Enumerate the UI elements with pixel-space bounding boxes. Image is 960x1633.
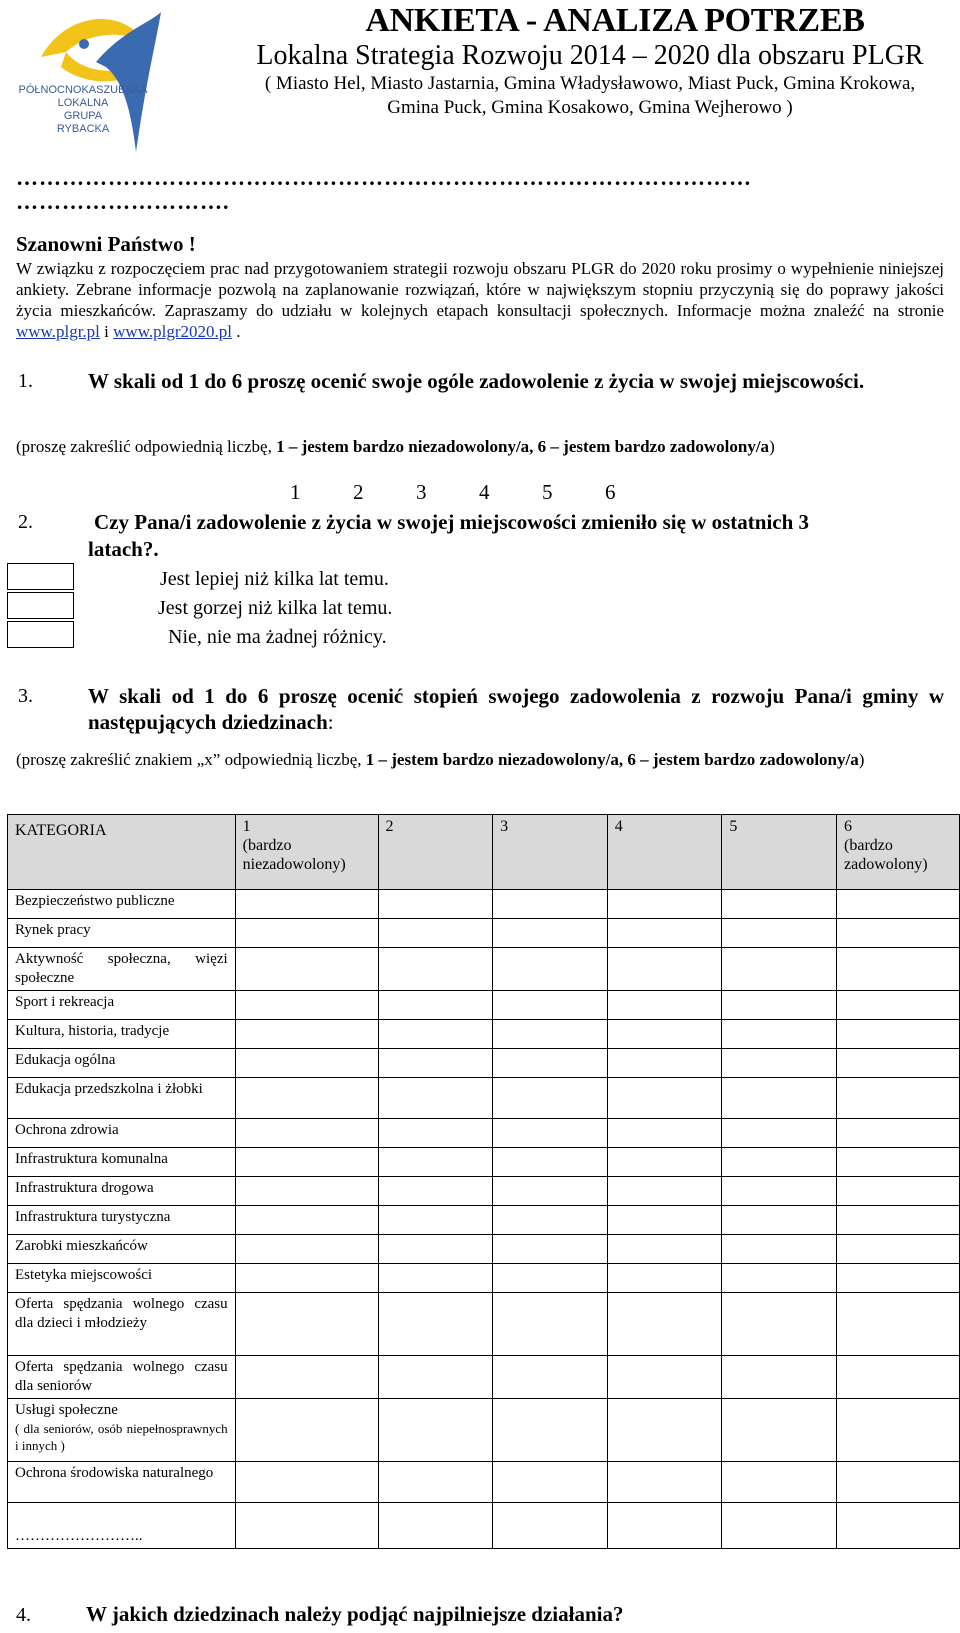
rating-cell-1[interactable]	[235, 1020, 378, 1049]
rating-cell-4[interactable]	[607, 1206, 722, 1235]
logo-line-2: LOKALNA	[57, 97, 109, 109]
rating-cell-4[interactable]	[607, 1049, 722, 1078]
q1-scale-5[interactable]: 5	[542, 480, 553, 504]
rating-cell-5[interactable]	[722, 1206, 837, 1235]
q2-option-same: Nie, nie ma żadnej różnicy.	[168, 626, 387, 648]
area-list-line-2: Gmina Puck, Gmina Kosakowo, Gmina Wejherowo )	[387, 97, 793, 118]
rating-cell-2[interactable]	[378, 890, 493, 919]
rating-cell-5[interactable]	[722, 1049, 837, 1078]
rating-cell-1[interactable]	[235, 1356, 378, 1399]
rating-cell-2[interactable]	[378, 1462, 493, 1503]
rating-cell-4[interactable]	[607, 1235, 722, 1264]
rating-cell-6[interactable]	[837, 1078, 960, 1119]
rating-cell-4[interactable]	[607, 1462, 722, 1503]
header-col-5: 5	[722, 815, 837, 890]
table-row	[8, 1399, 960, 1462]
header-col-3: 3	[493, 815, 608, 890]
rating-cell-5[interactable]	[722, 919, 837, 948]
category-label: Infrastruktura turystyczna	[15, 1209, 171, 1225]
header-kategoria: KATEGORIA	[8, 815, 236, 890]
rating-cell-6[interactable]	[837, 890, 960, 919]
dotted-line-1: ……………………………………………………………………………………	[16, 165, 752, 190]
rating-cell-6[interactable]	[837, 1399, 960, 1462]
rating-cell-3[interactable]	[493, 948, 608, 991]
header-col-4: 4	[607, 815, 722, 890]
rating-cell-2[interactable]	[378, 1399, 493, 1462]
q4-number: 4.	[16, 1604, 31, 1626]
q1-note-pre: (proszę zakreślić odpowiednią liczbę,	[16, 437, 277, 456]
table-header-row	[8, 815, 960, 890]
rating-cell-6[interactable]	[837, 1119, 960, 1148]
rating-cell-1[interactable]	[235, 948, 378, 991]
category-cell	[8, 1503, 236, 1549]
table-row	[8, 919, 960, 948]
rating-cell-5[interactable]	[722, 1462, 837, 1503]
rating-cell-6[interactable]	[837, 919, 960, 948]
category-cell	[8, 1235, 236, 1264]
rating-cell-6[interactable]	[837, 1020, 960, 1049]
rating-cell-1[interactable]	[235, 1293, 378, 1356]
logo-line-4: RYBACKA	[56, 123, 110, 135]
logo-line-1: PÓŁNOCNOKASZUBSKA	[18, 84, 148, 96]
table-row	[8, 1078, 960, 1119]
q2-question-line-1: Czy Pana/i zadowolenie z życia w swojej miejscowości zmieniło się w ostatnich 3	[94, 510, 810, 534]
rating-cell-6[interactable]	[837, 1356, 960, 1399]
rating-cell-1[interactable]	[235, 1049, 378, 1078]
category-cell	[8, 1206, 236, 1235]
rating-cell-3[interactable]	[493, 1293, 608, 1356]
rating-cell-5[interactable]	[722, 948, 837, 991]
header-col-1: 1 (bardzo niezadowolony)	[235, 815, 378, 890]
rating-cell-2[interactable]	[378, 1235, 493, 1264]
category-label: Ochrona zdrowia	[15, 1122, 119, 1138]
category-cell	[8, 1264, 236, 1293]
category-label: Usługi społeczne	[15, 1402, 118, 1418]
q2-option-better: Jest lepiej niż kilka lat temu.	[160, 568, 389, 590]
category-cell	[8, 991, 236, 1020]
q2-checkbox-better[interactable]	[7, 563, 74, 590]
rating-cell-2[interactable]	[378, 919, 493, 948]
dotted-line-2: ……………………….	[16, 189, 230, 214]
table-row	[8, 1235, 960, 1264]
rating-cell-4[interactable]	[607, 890, 722, 919]
rating-cell-5[interactable]	[722, 890, 837, 919]
rating-cell-2[interactable]	[378, 1293, 493, 1356]
rating-cell-1[interactable]	[235, 1462, 378, 1503]
rating-cell-1[interactable]	[235, 1264, 378, 1293]
rating-cell-5[interactable]	[722, 1235, 837, 1264]
q2-checkbox-worse[interactable]	[7, 592, 74, 619]
rating-cell-2[interactable]	[378, 1049, 493, 1078]
category-label: Bezpieczeństwo publiczne	[15, 893, 175, 909]
rating-cell-2[interactable]	[378, 1177, 493, 1206]
table-row	[8, 991, 960, 1020]
rating-cell-3[interactable]	[493, 1049, 608, 1078]
rating-cell-2[interactable]	[378, 948, 493, 991]
rating-cell-5[interactable]	[722, 1119, 837, 1148]
rating-cell-1[interactable]	[235, 1503, 378, 1549]
q3-question	[88, 683, 944, 735]
category-label: ……………………..	[15, 1528, 143, 1544]
rating-cell-4[interactable]	[607, 1356, 722, 1399]
category-cell	[8, 1462, 236, 1503]
rating-cell-2[interactable]	[378, 1078, 493, 1119]
q4-question: W jakich dziedzinach należy podjąć najpilniejsze działania?	[86, 1602, 624, 1626]
q3-question-colon: :	[327, 710, 334, 734]
rating-cell-3[interactable]	[493, 1356, 608, 1399]
category-cell	[8, 1293, 236, 1356]
table-row	[8, 1293, 960, 1356]
rating-cell-4[interactable]	[607, 1020, 722, 1049]
category-note: ( dla seniorów, osób niepełnosprawnych i innych )	[15, 1421, 228, 1453]
rating-cell-3[interactable]	[493, 1399, 608, 1462]
rating-cell-4[interactable]	[607, 1177, 722, 1206]
intro-text: W związku z rozpoczęciem prac nad przygotowaniem strategii rozwoju obszaru PLGR do 2020 roku prosimy o wypełnienie niniejszej ankiety. Zebrane informacje pozwolą na zaplanowanie rozwiązań, które w największym stopniu przyczynią się do poprawy jakości życia mieszkańców. Zapraszamy do udziału w kolejnych etapach konsultacji społecznych. Informacje można znaleźć na stronie	[16, 259, 944, 320]
header-col-6: 6 (bardzo zadowolony)	[837, 815, 960, 890]
rating-cell-6[interactable]	[837, 1264, 960, 1293]
rating-cell-1[interactable]	[235, 1235, 378, 1264]
category-label: Edukacja przedszkolna i żłobki	[15, 1081, 203, 1097]
plgr2020-link[interactable]: www.plgr2020.pl	[113, 322, 232, 341]
logo-line-3: GRUPA	[63, 110, 103, 122]
rating-cell-6[interactable]	[837, 1177, 960, 1206]
q1-scale-2[interactable]: 2	[353, 480, 364, 504]
q3-note	[16, 749, 944, 771]
category-cell	[8, 890, 236, 919]
category-cell	[8, 1078, 236, 1119]
rating-cell-1[interactable]	[235, 890, 378, 919]
rating-cell-1[interactable]	[235, 1148, 378, 1177]
table-row	[8, 1503, 960, 1549]
area-list	[230, 72, 950, 120]
category-label: Sport i rekreacja	[15, 994, 115, 1010]
rating-cell-5[interactable]	[722, 1356, 837, 1399]
rating-cell-3[interactable]	[493, 1148, 608, 1177]
page-title: ANKIETA - ANALIZA POTRZEB	[365, 2, 865, 39]
rating-cell-1[interactable]	[235, 1399, 378, 1462]
category-label: Kultura, historia, tradycje	[15, 1023, 170, 1039]
rating-cell-6[interactable]	[837, 991, 960, 1020]
q1-note-bold: 1 – jestem bardzo niezadowolony/a, 6 – jestem bardzo zadowolony/a	[276, 437, 770, 456]
rating-cell-4[interactable]	[607, 991, 722, 1020]
rating-cell-5[interactable]	[722, 991, 837, 1020]
category-label: Edukacja ogólna	[15, 1052, 116, 1068]
table-row	[8, 1356, 960, 1399]
table-row	[8, 1177, 960, 1206]
page-subtitle: Lokalna Strategia Rozwoju 2014 – 2020 dla obszaru PLGR	[256, 40, 924, 71]
rating-cell-4[interactable]	[607, 1078, 722, 1119]
rating-cell-2[interactable]	[378, 1356, 493, 1399]
rating-cell-2[interactable]	[378, 1264, 493, 1293]
q1-scale-3[interactable]: 3	[416, 480, 427, 504]
rating-cell-4[interactable]	[607, 1503, 722, 1549]
rating-cell-6[interactable]	[837, 1503, 960, 1549]
intro-paragraph	[16, 258, 944, 342]
rating-cell-1[interactable]	[235, 1206, 378, 1235]
category-label: Infrastruktura komunalna	[15, 1151, 168, 1167]
q3-note-bold: 1 – jestem bardzo niezadowolony/a, 6 – jestem bardzo zadowolony/a	[365, 750, 859, 769]
greeting: Szanowni Państwo !	[16, 232, 196, 256]
rating-cell-5[interactable]	[722, 1020, 837, 1049]
rating-cell-4[interactable]	[607, 948, 722, 991]
q1-number: 1.	[18, 370, 33, 392]
q1-note	[16, 436, 946, 458]
rating-cell-5[interactable]	[722, 1293, 837, 1356]
rating-cell-3[interactable]	[493, 991, 608, 1020]
table-row	[8, 890, 960, 919]
table-body	[8, 890, 960, 1549]
q1-scale-1[interactable]: 1	[290, 480, 301, 504]
category-label: Estetyka miejscowości	[15, 1267, 153, 1283]
rating-cell-2[interactable]	[378, 1119, 493, 1148]
category-label: Rynek pracy	[15, 922, 91, 938]
category-cell	[8, 1356, 236, 1399]
q1-note-post: )	[769, 437, 775, 456]
rating-cell-4[interactable]	[607, 1148, 722, 1177]
q1-scale	[290, 480, 668, 505]
rating-table	[7, 814, 960, 1549]
rating-cell-2[interactable]	[378, 1503, 493, 1549]
category-cell	[8, 1148, 236, 1177]
q3-note-pre: (proszę zakreślić znakiem „x” odpowiednią liczbę,	[16, 750, 366, 769]
rating-cell-4[interactable]	[607, 1399, 722, 1462]
rating-cell-2[interactable]	[378, 991, 493, 1020]
category-label: Zarobki mieszkańców	[15, 1238, 148, 1254]
category-cell	[8, 1119, 236, 1148]
q2-number: 2.	[18, 511, 33, 533]
table-row	[8, 1119, 960, 1148]
rating-cell-6[interactable]	[837, 948, 960, 991]
category-label: Ochrona środowiska naturalnego	[15, 1465, 214, 1481]
q1-question: W skali od 1 do 6 proszę ocenić swoje ogóle zadowolenie z życia w swojej miejscowości.	[88, 369, 865, 393]
table-row	[8, 1206, 960, 1235]
rating-cell-2[interactable]	[378, 1020, 493, 1049]
q1-scale-6[interactable]: 6	[605, 480, 616, 504]
category-cell	[8, 948, 236, 991]
category-label: Infrastruktura drogowa	[15, 1180, 154, 1196]
rating-cell-3[interactable]	[493, 1177, 608, 1206]
q2-option-worse: Jest gorzej niż kilka lat temu.	[158, 597, 393, 619]
table-row	[8, 1462, 960, 1503]
table-row	[8, 1148, 960, 1177]
q3-number: 3.	[18, 685, 33, 707]
rating-cell-6[interactable]	[837, 1148, 960, 1177]
rating-cell-1[interactable]	[235, 991, 378, 1020]
rating-cell-1[interactable]	[235, 1078, 378, 1119]
q4	[16, 1601, 623, 1628]
q3-note-post: )	[858, 750, 865, 769]
rating-cell-3[interactable]	[493, 890, 608, 919]
category-cell	[8, 1177, 236, 1206]
rating-cell-3[interactable]	[493, 1020, 608, 1049]
q2-checkbox-same[interactable]	[7, 621, 74, 648]
rating-cell-6[interactable]	[837, 1206, 960, 1235]
rating-cell-4[interactable]	[607, 1264, 722, 1293]
rating-cell-6[interactable]	[837, 1235, 960, 1264]
rating-cell-1[interactable]	[235, 919, 378, 948]
rating-cell-4[interactable]	[607, 919, 722, 948]
rating-cell-5[interactable]	[722, 1078, 837, 1119]
category-label: Oferta spędzania wolnego czasu dla seniorów	[15, 1359, 228, 1394]
rating-cell-5[interactable]	[722, 1148, 837, 1177]
category-cell	[8, 919, 236, 948]
intro-end: .	[231, 322, 241, 341]
rating-cell-2[interactable]	[378, 1206, 493, 1235]
rating-cell-5[interactable]	[722, 1399, 837, 1462]
rating-cell-4[interactable]	[607, 1119, 722, 1148]
rating-cell-3[interactable]	[493, 1264, 608, 1293]
rating-cell-2[interactable]	[378, 1148, 493, 1177]
category-cell	[8, 1049, 236, 1078]
rating-cell-6[interactable]	[837, 1049, 960, 1078]
q3-question-text: W skali od 1 do 6 proszę ocenić stopień swojego zadowolenia z rozwoju Pana/i gminy w następujących dziedzinach	[88, 684, 944, 734]
rating-cell-1[interactable]	[235, 1177, 378, 1206]
rating-cell-3[interactable]	[493, 1235, 608, 1264]
rating-cell-3[interactable]	[493, 919, 608, 948]
table-row	[8, 1020, 960, 1049]
rating-cell-4[interactable]	[607, 1293, 722, 1356]
rating-cell-3[interactable]	[493, 1119, 608, 1148]
table-row	[8, 948, 960, 991]
q2-question-line-2: latach?.	[88, 537, 159, 561]
rating-cell-1[interactable]	[235, 1119, 378, 1148]
table-row	[8, 1049, 960, 1078]
q1-scale-4[interactable]: 4	[479, 480, 490, 504]
plgr-link[interactable]: www.plgr.pl	[16, 322, 100, 341]
rating-cell-5[interactable]	[722, 1177, 837, 1206]
rating-cell-5[interactable]	[722, 1264, 837, 1293]
category-cell	[8, 1020, 236, 1049]
category-cell	[8, 1399, 236, 1462]
rating-cell-3[interactable]	[493, 1503, 608, 1549]
category-label: Aktywność społeczna, więzi społeczne	[15, 951, 228, 986]
rating-cell-6[interactable]	[837, 1462, 960, 1503]
rating-cell-5[interactable]	[722, 1503, 837, 1549]
intro-between: i	[99, 322, 114, 341]
rating-cell-3[interactable]	[493, 1206, 608, 1235]
category-label: Oferta spędzania wolnego czasu dla dzieci i młodzieży	[15, 1296, 228, 1331]
rating-cell-3[interactable]	[493, 1078, 608, 1119]
rating-cell-3[interactable]	[493, 1462, 608, 1503]
logo	[8, 2, 218, 152]
area-list-line-1: ( Miasto Hel, Miasto Jastarnia, Gmina Władysławowo, Miast Puck, Gmina Krokowa,	[264, 73, 916, 94]
table-row	[8, 1264, 960, 1293]
rating-cell-6[interactable]	[837, 1293, 960, 1356]
header-col-2: 2	[378, 815, 493, 890]
